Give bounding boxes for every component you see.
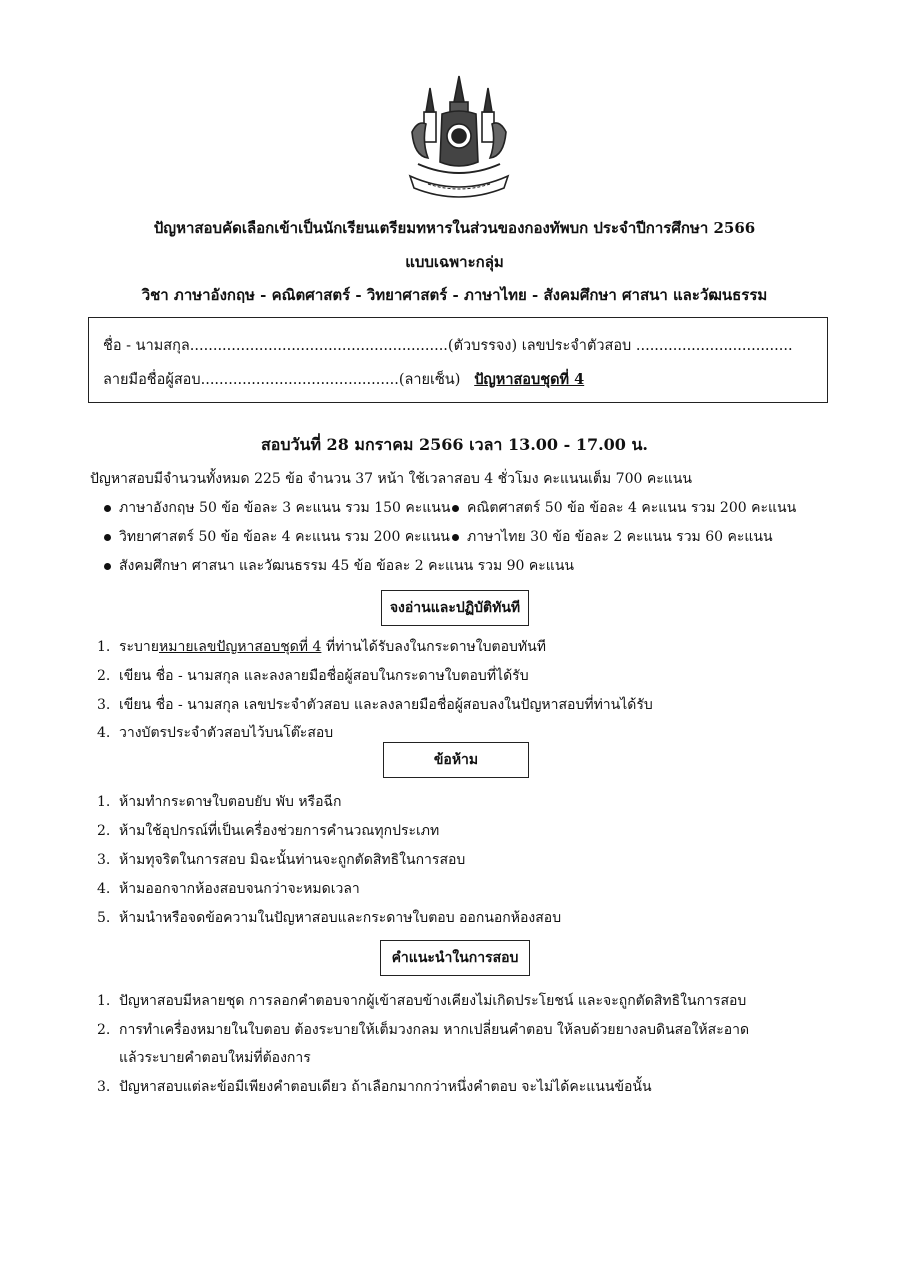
list-item: 1. ห้ามทำกระดาษใบตอบยับ พับ หรือฉีก [97, 794, 342, 810]
list-item: 5. ห้ามนำหรือจดข้อความในปัญหาสอบและกระดาษใบตอบ ออกนอกห้องสอบ [97, 910, 562, 926]
bullet-icon [452, 534, 459, 541]
list-item: 4. วางบัตรประจำตัวสอบไว้บนโต๊ะสอบ [97, 725, 334, 741]
exam-title: ปัญหาสอบคัดเลือกเข้าเป็นนักเรียนเตรียมทหารในส่วนของกองทัพบก ประจำปีการศึกษา 2566 [153, 219, 756, 237]
name-label: ชื่อ - นามสกุล [103, 338, 190, 354]
list-item: 3. ปัญหาสอบแต่ละข้อมีเพียงคำตอบเดียว ถ้าเลือกมากกว่าหนึ่งคำตอบ จะไม่ได้คะแนนข้อนั้น [97, 1079, 652, 1095]
list-item: 2. ห้ามใช้อุปกรณ์ที่เป็นเครื่องช่วยการคำนวณทุกประเภท [97, 823, 440, 839]
bullet-icon [104, 534, 111, 541]
royal-emblem-icon [398, 72, 520, 200]
list-item: 3. เขียน ชื่อ - นามสกุล เลขประจำตัวสอบ และลงลายมือชื่อผู้สอบลงในปัญหาสอบที่ท่านได้รับ [97, 697, 653, 713]
signature-label: ลายมือชื่อผู้สอบ [103, 372, 201, 388]
exam-date: สอบวันที่ 28 มกราคม 2566 เวลา 13.00 - 17.00 น. [260, 435, 648, 454]
list-item: 1. ปัญหาสอบมีหลายชุด การลอกคำตอบจากผู้เข้าสอบข้างเคียงไม่เกิดประโยชน์ และจะถูกตัดสิทธิในการสอบ [97, 993, 747, 1009]
section-heading-prohibit: ข้อห้าม [383, 742, 529, 778]
breakdown-item: คณิตศาสตร์ 50 ข้อ ข้อละ 4 คะแนน รวม 200 คะแนน [452, 497, 796, 519]
list-item-continuation: แล้วระบายคำตอบใหม่ที่ต้องการ [119, 1050, 311, 1066]
name-line [103, 334, 793, 357]
section-heading-read: จงอ่านและปฏิบัติทันที [381, 590, 529, 626]
signature-field[interactable]: ........................................... [200, 372, 399, 388]
exam-summary: ปัญหาสอบมีจำนวนทั้งหมด 225 ข้อ จำนวน 37 หน้า ใช้เวลาสอบ 4 ชั่วโมง คะแนนเต็ม 700 คะแนน [90, 471, 692, 487]
signature-line [103, 368, 584, 391]
signature-suffix: (ลายเซ็น) [398, 372, 461, 388]
breakdown-item: ภาษาอังกฤษ 50 ข้อ ข้อละ 3 คะแนน รวม 150 คะแนน [104, 497, 450, 519]
bullet-icon [104, 563, 111, 570]
exam-type: แบบเฉพาะกลุ่ม [405, 253, 504, 271]
list-item: 4. ห้ามออกจากห้องสอบจนกว่าจะหมดเวลา [97, 881, 360, 897]
bullet-icon [452, 505, 459, 512]
candidate-info-box [88, 317, 828, 403]
list-item: 1. ระบายหมายเลขปัญหาสอบชุดที่ 4 ที่ท่านได้รับลงในกระดาษใบตอบทันที [97, 639, 546, 655]
section-heading-advice: คำแนะนำในการสอบ [380, 940, 530, 976]
exam-id-label: เลขประจำตัวสอบ [521, 338, 632, 354]
name-suffix: (ตัวบรรจง) [447, 338, 518, 354]
exam-id-field[interactable]: .................................. [635, 338, 793, 354]
breakdown-item: สังคมศึกษา ศาสนา และวัฒนธรรม 45 ข้อ ข้อละ 2 คะแนน รวม 90 คะแนน [104, 555, 574, 577]
list-item: 2. การทำเครื่องหมายในใบตอบ ต้องระบายให้เต็มวงกลม หากเปลี่ยนคำตอบ ให้ลบด้วยยางลบดินสอให้สะอาด [97, 1022, 750, 1038]
name-field[interactable]: ........................................................ [189, 338, 448, 354]
list-item: 3. ห้ามทุจริตในการสอบ มิฉะนั้นท่านจะถูกตัดสิทธิในการสอบ [97, 852, 466, 868]
breakdown-item: วิทยาศาสตร์ 50 ข้อ ข้อละ 4 คะแนน รวม 200 คะแนน [104, 526, 450, 548]
bullet-icon [104, 505, 111, 512]
exam-set-label: ปัญหาสอบชุดที่ 4 [474, 371, 585, 388]
exam-subjects: วิชา ภาษาอังกฤษ - คณิตศาสตร์ - วิทยาศาสตร์ - ภาษาไทย - สังคมศึกษา ศาสนา และวัฒนธรรม [141, 286, 768, 304]
list-item: 2. เขียน ชื่อ - นามสกุล และลงลายมือชื่อผู้สอบในกระดาษใบตอบที่ได้รับ [97, 668, 529, 684]
breakdown-item: ภาษาไทย 30 ข้อ ข้อละ 2 คะแนน รวม 60 คะแนน [452, 526, 773, 548]
